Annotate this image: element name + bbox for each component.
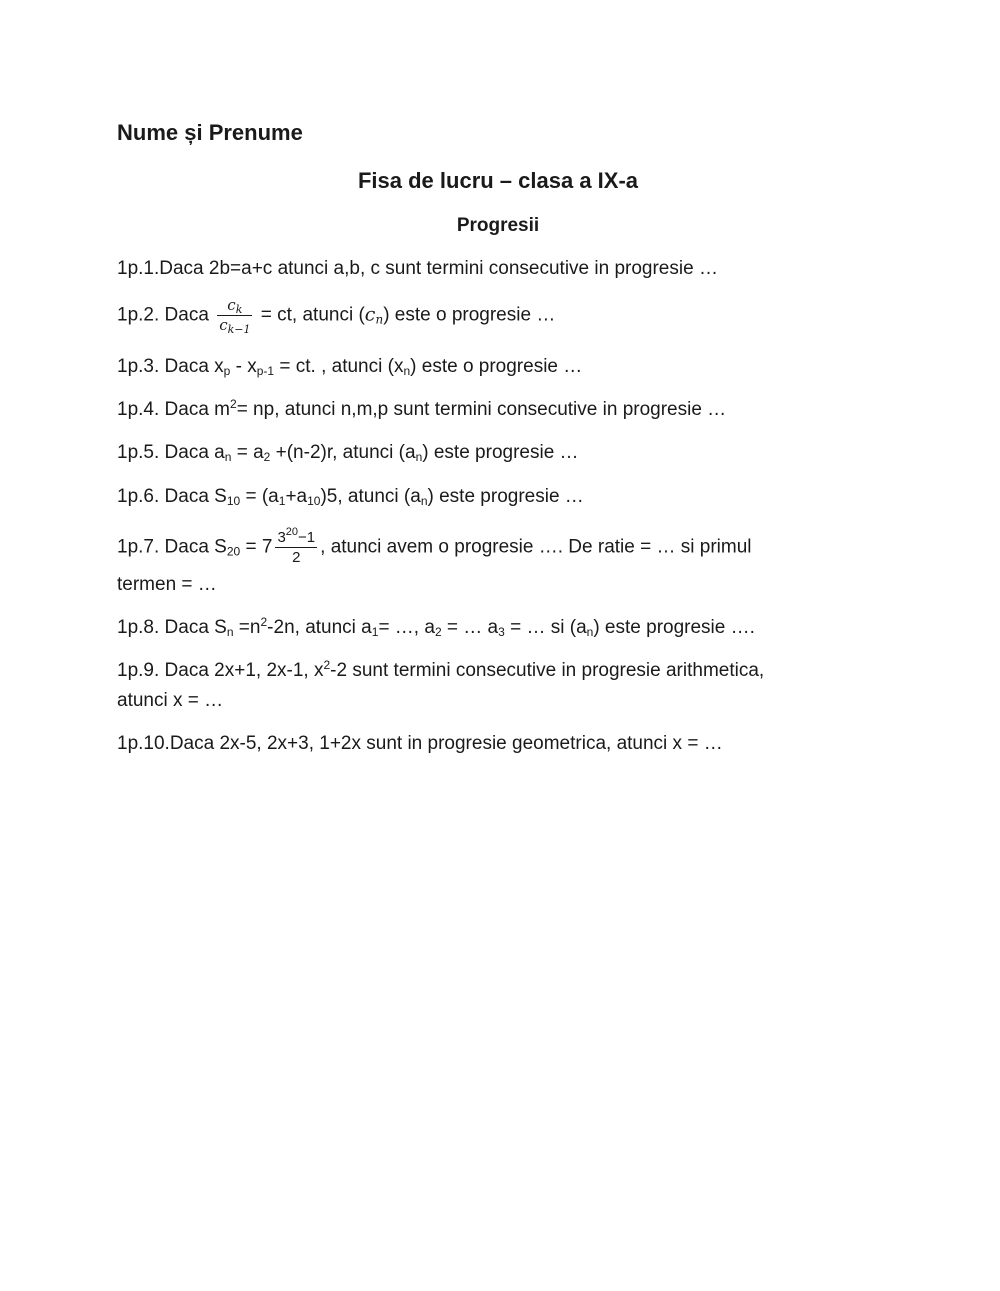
question-5 <box>117 438 857 468</box>
q4-part: = np, atunci n,m,p sunt termini consecutive in progresie … <box>236 399 727 420</box>
q8-part: 1p.8. Daca S <box>117 617 227 638</box>
q5-part: ) este progresie … <box>422 442 579 463</box>
q3-part: = ct. , atunci (x <box>274 356 404 377</box>
worksheet-title: Fisa de lucru – clasa a IX-a <box>357 168 639 193</box>
q8-sub: 1 <box>371 625 379 639</box>
q4-part: 1p.4. Daca m <box>117 399 230 420</box>
q5-part: = a <box>231 442 264 463</box>
q8-part: = …, a <box>378 617 435 638</box>
q9-part: -2 sunt termini consecutive in progresie arithmetica, <box>330 660 765 681</box>
q5-part: +(n-2)r, atunci (a <box>270 442 416 463</box>
q9-sup: 2 <box>323 658 331 672</box>
q4-sup: 2 <box>230 397 237 411</box>
q3-part: 1p.3. Daca x <box>117 356 224 377</box>
q8-part: = … a <box>441 617 499 638</box>
q8-part: -2n, atunci a <box>267 617 372 638</box>
q8-sub: 3 <box>498 625 505 639</box>
name-field-label: Nume și Prenume <box>117 120 303 145</box>
sequence-var-sub: n <box>375 312 384 327</box>
question-3 <box>117 352 857 382</box>
question-2-suffix: ) este o progresie … <box>383 304 556 326</box>
question-7 <box>117 526 857 566</box>
question-2-mid: = ct, atunci ( <box>260 304 365 326</box>
q6-sub: 10 <box>307 494 321 508</box>
q5-sub: n <box>415 450 423 464</box>
q8-sup: 2 <box>260 615 268 629</box>
q8-sub: n <box>226 625 234 639</box>
q6-part: 1p.6. Daca S <box>117 486 227 507</box>
question-2 <box>117 296 857 336</box>
q6-sub: n <box>420 494 428 508</box>
fraction-denominator: 2 <box>292 549 301 566</box>
q6-sub: 1 <box>278 494 286 508</box>
q3-part: - x <box>230 356 257 377</box>
question-10: 1p.10.Daca 2x-5, 2x+3, 1+2x sunt in progresie geometrica, atunci x = … <box>117 733 723 754</box>
q7-part: = 7 <box>240 536 273 558</box>
q5-sub: n <box>224 450 232 464</box>
q3-part: ) este o progresie … <box>410 356 583 377</box>
q7-sub: 20 <box>226 544 241 559</box>
question-2-prefix: 1p.2. Daca <box>117 304 209 326</box>
q5-part: 1p.5. Daca a <box>117 442 225 463</box>
q8-part: ) este progresie …. <box>593 617 755 638</box>
q6-part: ) este progresie … <box>427 486 584 507</box>
ratio-fraction <box>217 296 252 336</box>
q6-part: +a <box>285 486 308 507</box>
question-7-continued: termen = … <box>117 574 217 595</box>
question-4 <box>117 395 857 425</box>
q5-sub: 2 <box>263 450 271 464</box>
q8-sub: 2 <box>434 625 442 639</box>
q6-sub: 10 <box>226 494 241 508</box>
question-6 <box>117 482 857 512</box>
q9-part: 1p.9. Daca 2x+1, 2x-1, x <box>117 660 324 681</box>
q6-part: = (a <box>240 486 279 507</box>
q7-part: 1p.7. Daca S <box>117 536 227 558</box>
q8-part: = … si (a <box>504 617 587 638</box>
question-1: 1p.1.Daca 2b=a+c atunci a,b, c sunt termini consecutive in progresie … <box>117 258 718 279</box>
sum-fraction <box>275 526 317 566</box>
worksheet-subtitle: Progresii <box>456 215 540 236</box>
q6-part: )5, atunci (a <box>320 486 421 507</box>
fraction-numerator: c <box>227 296 236 314</box>
fraction-denominator-sub: k−1 <box>227 323 251 336</box>
fraction-base: 3 <box>277 529 286 546</box>
question-9-continued: atunci x = … <box>117 690 224 711</box>
q8-part: =n <box>233 617 261 638</box>
question-9 <box>117 656 857 686</box>
q3-sub: p <box>223 364 231 378</box>
question-8 <box>117 613 857 643</box>
q3-sub: p-1 <box>256 364 275 378</box>
fraction-denominator: c <box>219 316 228 334</box>
sequence-var: c <box>364 303 376 326</box>
fraction-exponent: 20 <box>285 526 299 538</box>
q8-sub: n <box>586 625 594 639</box>
q7-part: , atunci avem o progresie …. De ratie = … si primul <box>320 536 752 558</box>
fraction-numerator-sub: k <box>235 303 243 316</box>
q3-sub: n <box>403 364 411 378</box>
fraction-rest: −1 <box>298 529 316 546</box>
